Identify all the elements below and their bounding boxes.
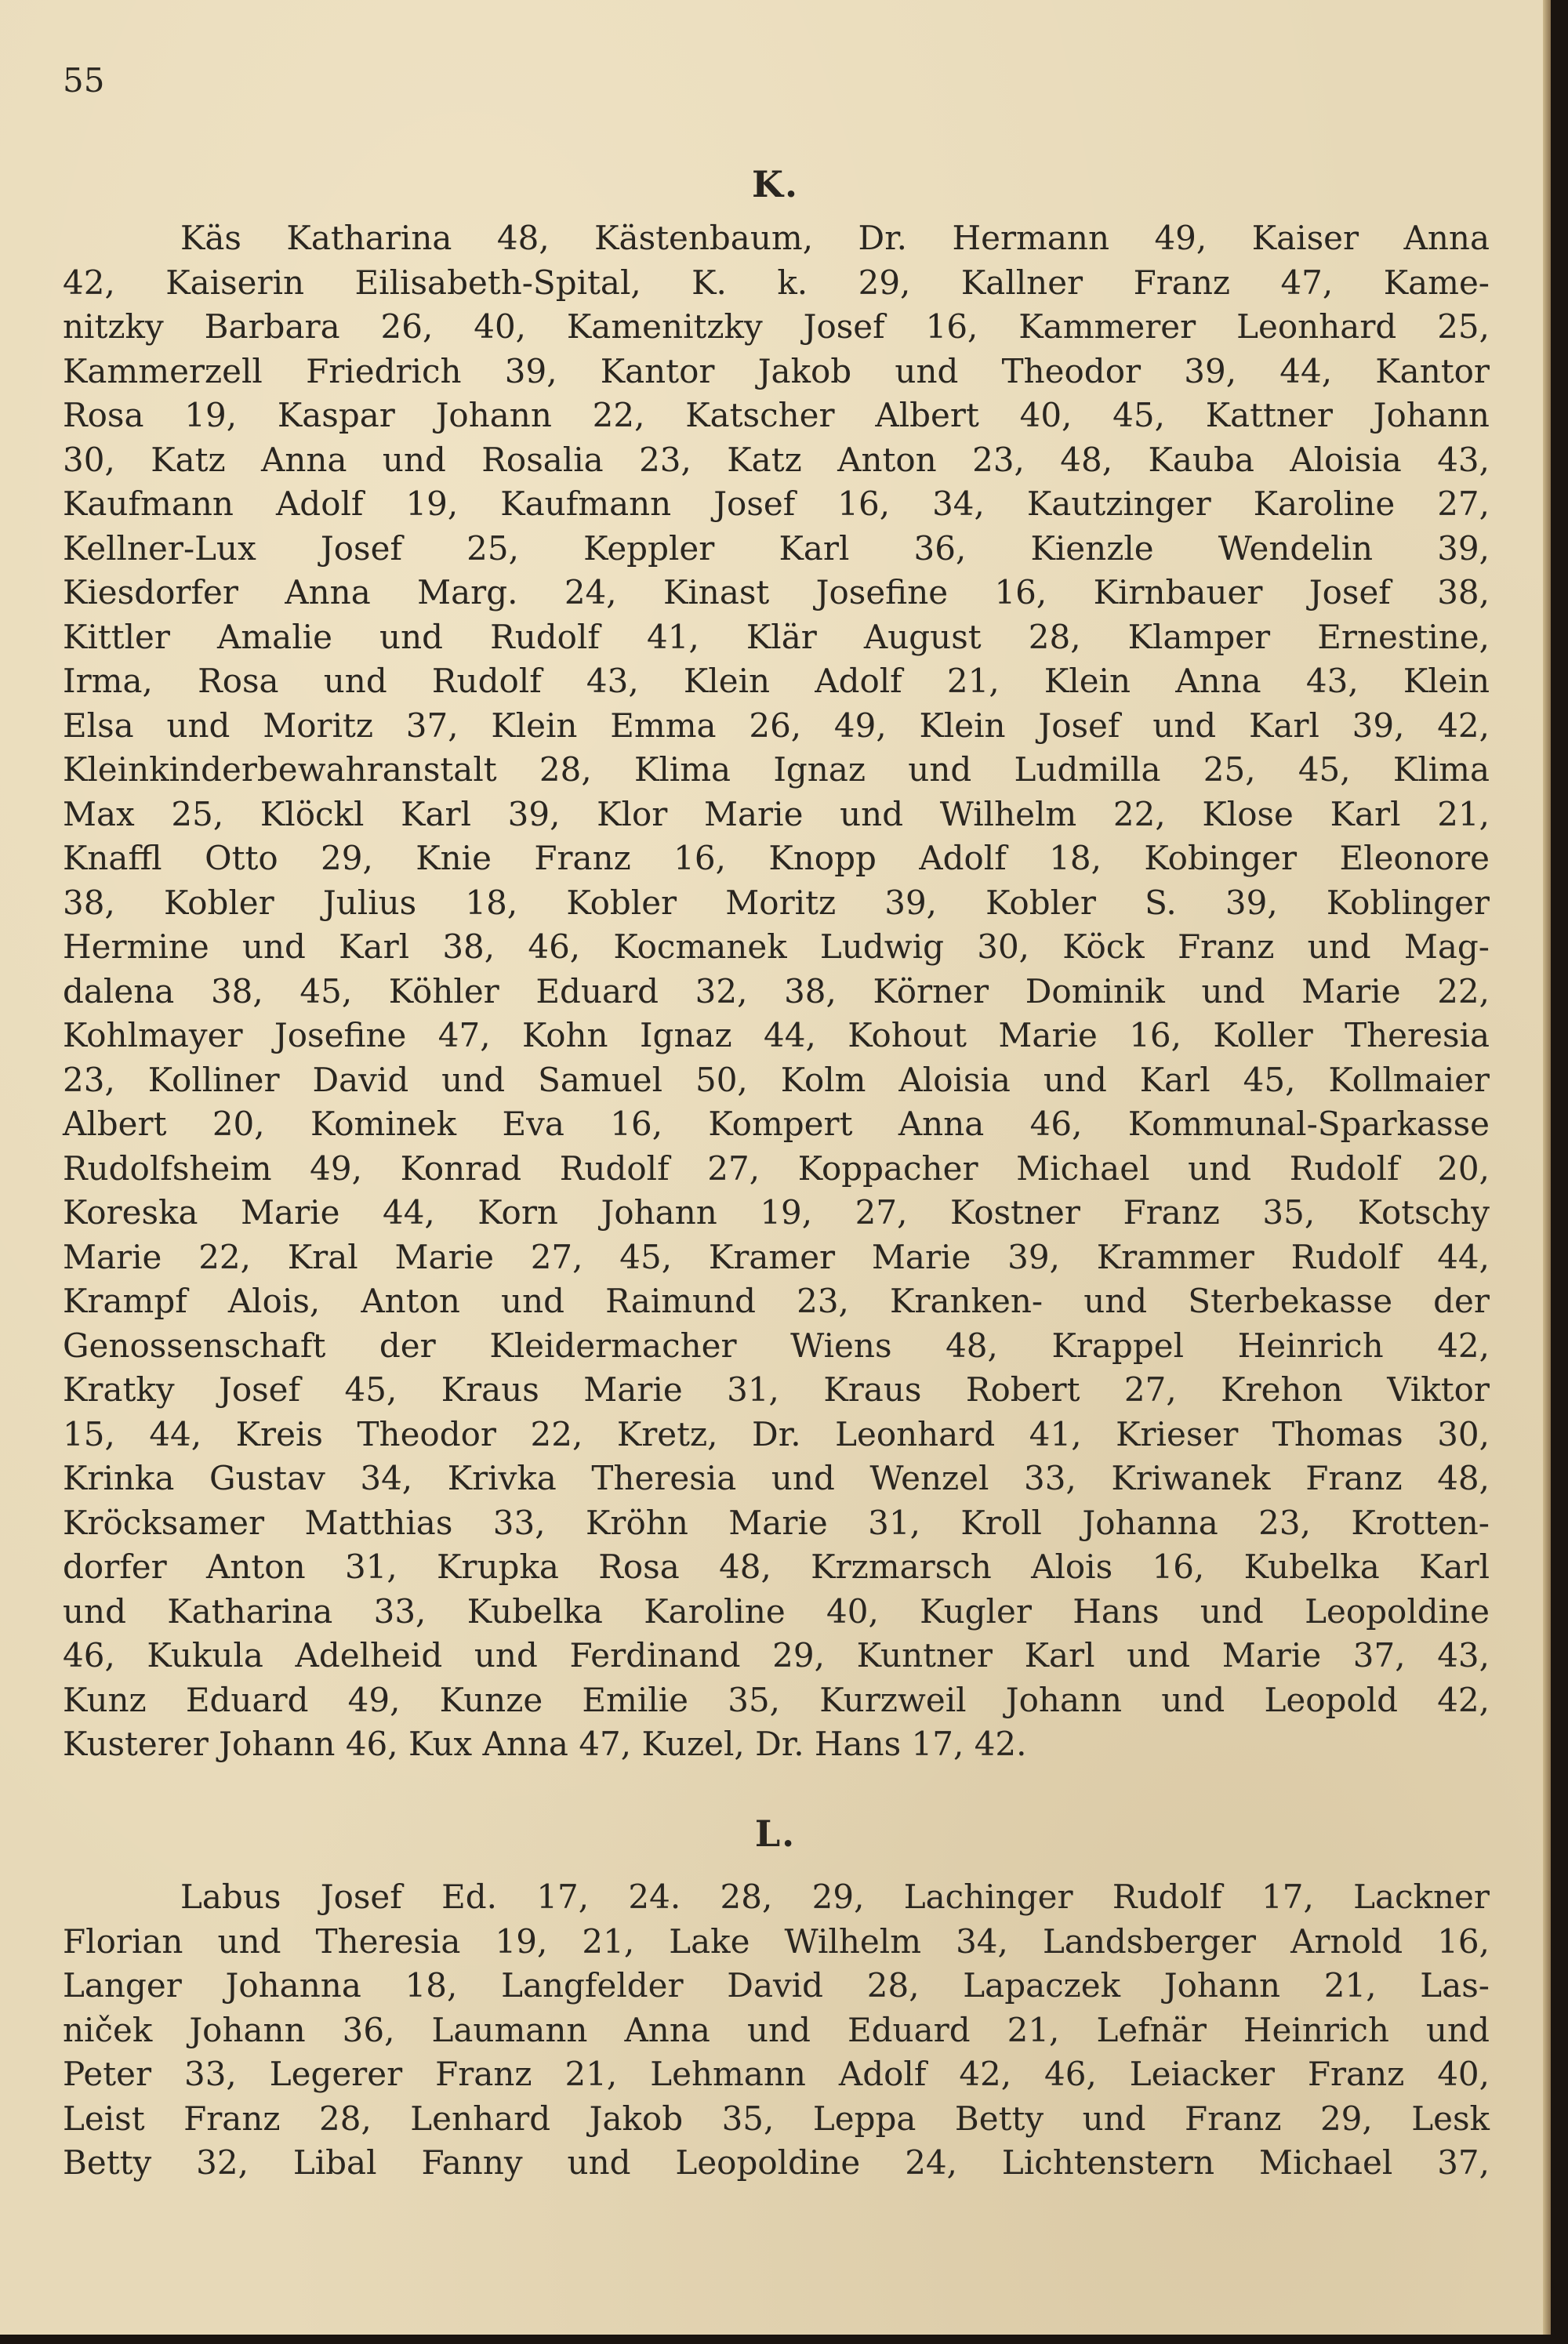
text-line: Peter 33, Legerer Franz 21, Lehmann Adolf 42, 46, Leiacker Franz 40, (63, 2055, 1490, 2093)
text-line: Max 25, Klöckl Karl 39, Klor Marie und Wilhelm 22, Klose Karl 21, (63, 794, 1490, 833)
text-line: Käs Katharina 48, Kästenbaum, Dr. Hermann 49, Kaiser Anna (180, 219, 1490, 257)
page-edge-shadow (1543, 0, 1551, 2335)
text-line: Kaufmann Adolf 19, Kaufmann Josef 16, 34, Kautzinger Karoline 27, (63, 484, 1490, 523)
text-line: nitzky Barbara 26, 40, Kamenitzky Josef 16, Kammerer Leonhard 25, (63, 307, 1490, 346)
text-line: Kohlmayer Josefine 47, Kohn Ignaz 44, Kohout Marie 16, Koller Theresia (63, 1016, 1490, 1054)
text-line: 46, Kukula Adelheid und Ferdinand 29, Kuntner Karl und Marie 37, 43, (63, 1636, 1490, 1675)
text-line: Labus Josef Ed. 17, 24. 28, 29, Lachinger Rudolf 17, Lackner (180, 1878, 1490, 1916)
text-line: 30, Katz Anna und Rosalia 23, Katz Anton 23, 48, Kauba Aloisia 43, (63, 440, 1490, 479)
text-line: 38, Kobler Julius 18, Kobler Moritz 39, Kobler S. 39, Koblinger (63, 883, 1490, 922)
text-line: Albert 20, Kominek Eva 16, Kompert Anna 46, Kommunal-Sparkasse (63, 1105, 1490, 1143)
text-line: Hermine und Karl 38, 46, Kocmanek Ludwig 30, Köck Franz und Mag- (63, 927, 1490, 966)
text-line: Kröcksamer Matthias 33, Kröhn Marie 31, Kroll Johanna 23, Krotten- (63, 1503, 1490, 1542)
text-line: dalena 38, 45, Köhler Eduard 32, 38, Körner Dominik und Marie 22, (63, 971, 1490, 1011)
text-line: Kratky Josef 45, Kraus Marie 31, Kraus Robert 27, Krehon Viktor (63, 1370, 1490, 1409)
text-line: Leist Franz 28, Lenhard Jakob 35, Leppa Betty und Franz 29, Lesk (63, 2099, 1490, 2138)
text-line: Florian und Theresia 19, 21, Lake Wilhelm 34, Landsberger Arnold 16, (63, 1921, 1490, 1961)
text-line: Langer Johanna 18, Langfelder David 28, Lapaczek Johann 21, Las- (63, 1966, 1490, 2005)
text-line: Kammerzell Friedrich 39, Kantor Jakob und Theodor 39, 44, Kantor (63, 351, 1490, 390)
text-line: Kiesdorfer Anna Marg. 24, Kinast Josefine 16, Kirnbauer Josef 38, (63, 573, 1490, 611)
text-line: Kusterer Johann 46, Kux Anna 47, Kuzel, Dr. Hans 17, 42. (63, 1725, 1027, 1763)
text-line: Knaffl Otto 29, Knie Franz 16, Knopp Adolf 18, Kobinger Eleonore (63, 839, 1490, 877)
text-line: niček Johann 36, Laumann Anna und Eduard 21, Lefnär Heinrich und (63, 2010, 1490, 2049)
text-line: Kittler Amalie und Rudolf 41, Klär August 28, Klamper Ernestine, (63, 617, 1490, 656)
text-line: Elsa und Moritz 37, Klein Emma 26, 49, Klein Josef und Karl 39, 42, (63, 706, 1490, 745)
text-line: Betty 32, Libal Fanny und Leopoldine 24, Lichtenstern Michael 37, (63, 2143, 1490, 2182)
section-l-text (63, 1875, 1490, 2186)
text-line: dorfer Anton 31, Krupka Rosa 48, Krzmarsch Alois 16, Kubelka Karl (63, 1548, 1490, 1586)
text-line: 23, Kolliner David und Samuel 50, Kolm Aloisia und Karl 45, Kollmaier (63, 1060, 1490, 1099)
text-line: Rudolfsheim 49, Konrad Rudolf 27, Koppacher Michael und Rudolf 20, (63, 1148, 1490, 1188)
text-line: Kleinkinderbewahranstalt 28, Klima Ignaz und Ludmilla 25, 45, Klima (63, 750, 1490, 789)
text-line: Genossenschaft der Kleidermacher Wiens 48, Krappel Heinrich 42, (63, 1326, 1490, 1365)
text-line: Krampf Alois, Anton und Raimund 23, Kranken- und Sterbekasse der (63, 1282, 1490, 1320)
text-line: Irma, Rosa und Rudolf 43, Klein Adolf 21, Klein Anna 43, Klein (63, 662, 1490, 700)
section-k-text (63, 216, 1490, 1767)
page-number: 55 (63, 61, 105, 100)
text-line: Rosa 19, Kaspar Johann 22, Katscher Albert 40, 45, Kattner Johann (63, 396, 1490, 434)
section-heading-k: K. (752, 163, 799, 205)
text-line: Kellner-Lux Josef 25, Keppler Karl 36, Kienzle Wendelin 39, (63, 528, 1490, 568)
text-line: Krinka Gustav 34, Krivka Theresia und Wenzel 33, Kriwanek Franz 48, (63, 1459, 1490, 1497)
text-line: Marie 22, Kral Marie 27, 45, Kramer Marie 39, Krammer Rudolf 44, (63, 1237, 1490, 1276)
text-line: und Katharina 33, Kubelka Karoline 40, Kugler Hans und Leopoldine (63, 1591, 1490, 1631)
text-line: 42, Kaiserin Eilisabeth-Spital, K. k. 29, Kallner Franz 47, Kame- (63, 263, 1490, 302)
text-line: Kunz Eduard 49, Kunze Emilie 35, Kurzweil Johann und Leopold 42, (63, 1680, 1490, 1719)
text-line: Koreska Marie 44, Korn Johann 19, 27, Kostner Franz 35, Kotschy (63, 1193, 1490, 1232)
text-line: 15, 44, Kreis Theodor 22, Kretz, Dr. Leonhard 41, Krieser Thomas 30, (63, 1414, 1490, 1453)
section-heading-l: L. (754, 1812, 797, 1855)
